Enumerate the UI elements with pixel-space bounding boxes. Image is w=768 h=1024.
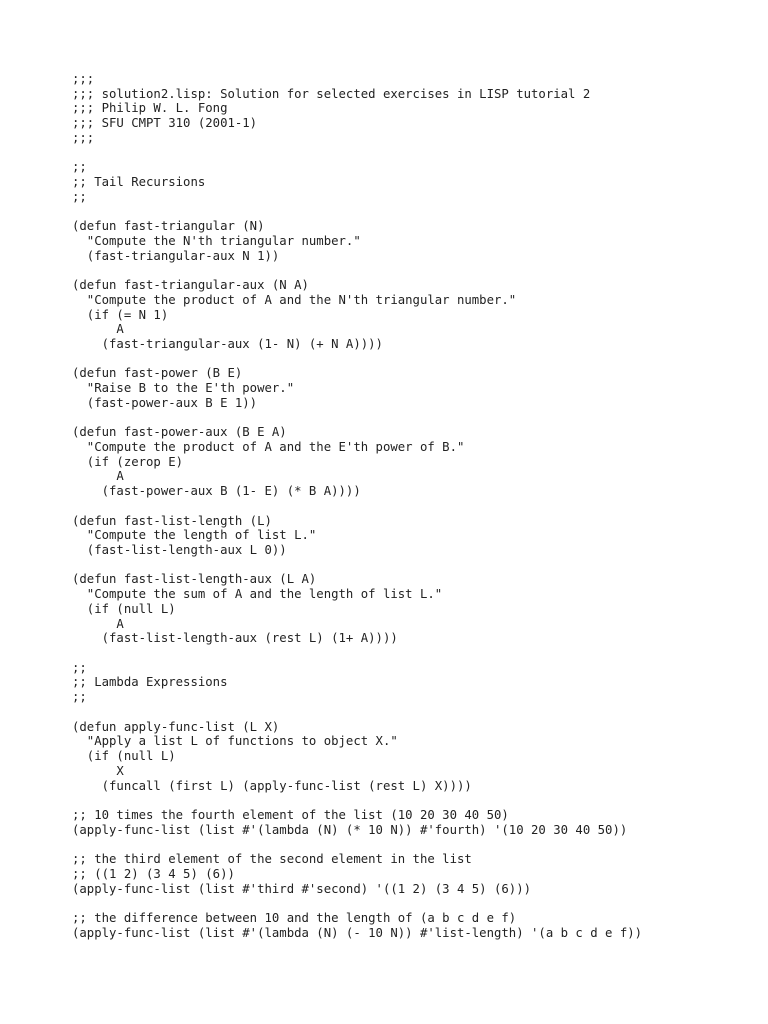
code-line: (defun apply-func-list (L X) [72, 719, 280, 734]
code-line [72, 263, 642, 278]
code-line: ;; [72, 189, 87, 204]
code-line: X [72, 763, 124, 778]
code-line: "Raise B to the E'th power." [72, 381, 295, 396]
code-line: "Compute the product of A and the N'th triangular number." [72, 292, 517, 307]
code-line: (fast-list-length-aux L 0)) [72, 543, 287, 557]
code-line: (defun fast-triangular-aux (N A) [72, 278, 309, 293]
code-line: A [72, 616, 124, 631]
code-line: (fast-power-aux B E 1)) [72, 395, 258, 410]
code-line: "Compute the product of A and the E'th power of B." [72, 439, 465, 454]
code-line [72, 352, 642, 367]
code-line: ;; Lambda Expressions [72, 675, 228, 690]
code-line: ;; [72, 660, 87, 675]
code-line: (apply-func-list (list #'(lambda (N) (* 10 N)) #'fourth) '(10 20 30 40 50)) [72, 822, 628, 837]
code-line: ;;; Philip W. L. Fong [72, 101, 228, 116]
code-line [72, 146, 642, 161]
code-line: A [72, 322, 124, 337]
code-line: A [72, 469, 124, 484]
code-line: (defun fast-list-length-aux (L A) [72, 572, 317, 587]
code-line: (apply-func-list (list #'(lambda (N) (- 10 N)) #'list-length) '(a b c d e f)) [72, 925, 643, 940]
code-line: ;; 10 times the fourth element of the list (10 20 30 40 50) [72, 807, 509, 822]
code-line: (fast-power-aux B (1- E) (* B A)))) [72, 484, 361, 499]
code-line: (if (null L) [72, 601, 176, 616]
code-line: (defun fast-triangular (N) [72, 219, 265, 234]
code-line [72, 558, 642, 573]
code-line [72, 499, 642, 514]
code-line: (if (= N 1) [72, 307, 169, 322]
code-line: ;; [72, 690, 87, 705]
code-line: ;;; solution2.lisp: Solution for selected exercises in LISP tutorial 2 [72, 86, 591, 101]
code-line [72, 646, 642, 661]
code-line: (fast-list-length-aux (rest L) (1+ A)))) [72, 631, 398, 646]
code-line: ;;; SFU CMPT 310 (2001-1) [72, 116, 258, 131]
code-line: (if (zerop E) [72, 454, 184, 469]
code-line: "Compute the sum of A and the length of list L." [72, 587, 443, 602]
code-line: (defun fast-power-aux (B E A) [72, 425, 287, 440]
code-line: "Apply a list L of functions to object X." [72, 734, 398, 749]
code-line: ;; ((1 2) (3 4 5) (6)) [72, 866, 235, 881]
code-line: ;;; [72, 72, 95, 86]
code-line: ;;; [72, 130, 95, 145]
lisp-source-listing [72, 72, 642, 940]
code-line: ;; [72, 160, 87, 175]
code-line: (apply-func-list (list #'third #'second) '((1 2) (3 4 5) (6))) [72, 881, 532, 896]
code-line: "Compute the length of list L." [72, 528, 317, 543]
code-line: ;; the difference between 10 and the length of (a b c d e f) [72, 910, 517, 925]
code-line [72, 793, 642, 808]
code-line: (defun fast-power (B E) [72, 366, 243, 381]
code-line: ;; the third element of the second element in the list [72, 852, 472, 867]
code-line: (funcall (first L) (apply-func-list (rest L) X)))) [72, 778, 472, 793]
code-line [72, 204, 642, 219]
code-line: (fast-triangular-aux (1- N) (+ N A)))) [72, 336, 383, 351]
code-line: (defun fast-list-length (L) [72, 513, 272, 528]
code-line [72, 705, 642, 720]
code-line [72, 411, 642, 426]
code-line: (if (null L) [72, 749, 176, 764]
code-line: (fast-triangular-aux N 1)) [72, 248, 280, 263]
code-line [72, 837, 642, 852]
code-line [72, 896, 642, 911]
code-line: ;; Tail Recursions [72, 175, 206, 190]
code-line: "Compute the N'th triangular number." [72, 233, 361, 248]
